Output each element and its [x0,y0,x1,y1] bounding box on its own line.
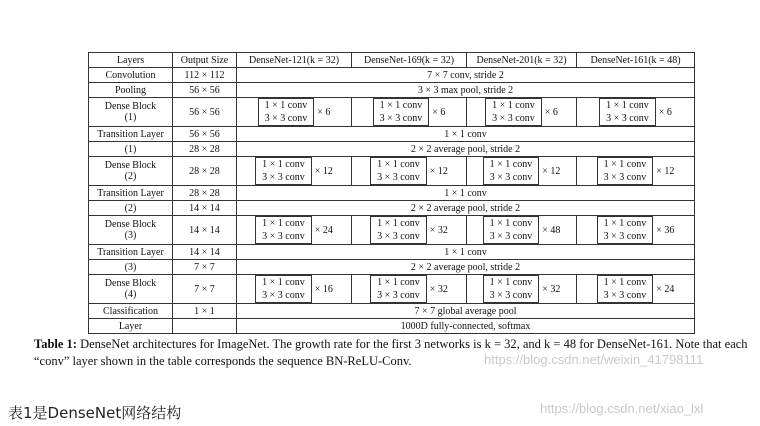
conv-1x1-label: 1 × 1 conv [603,277,647,288]
bracket-matrix [483,216,540,244]
table-row [89,142,695,157]
shared-layer-spec: 2 × 2 average pool, stride 2 [237,260,695,275]
bracket-matrix [485,98,542,126]
conv-3x3-label: 3 × 3 conv [264,113,308,124]
conv-1x1-label: 1 × 1 conv [377,159,420,170]
conv-3x3-label: 3 × 3 conv [489,231,533,242]
shared-layer-spec: 3 × 3 max pool, stride 2 [237,83,695,98]
dense-block-cell [577,275,695,304]
bracket-matrix [597,157,654,185]
repeat-count: × 32 [429,224,448,236]
bracket-matrix [483,275,540,303]
repeat-count: × 12 [429,165,448,177]
dense-block-cell [237,216,352,245]
dense-block-spec [255,275,333,303]
layer-label: Classification [103,305,158,317]
layer-cell [89,186,173,201]
repeat-count: × 36 [656,224,675,236]
conv-3x3-label: 3 × 3 conv [606,113,649,124]
dense-block-cell [352,157,467,186]
layer-cell [89,142,173,157]
dense-block-spec [483,157,561,185]
conv-1x1-label: 1 × 1 conv [489,277,533,288]
dense-block-spec [483,275,561,303]
repeat-count: × 32 [542,283,561,295]
conv-1x1-label: 1 × 1 conv [606,100,649,111]
repeat-count: × 6 [544,106,558,118]
output-size-cell: 28 × 28 [173,186,237,201]
layer-label: (4) [124,289,137,300]
dense-block-spec [597,275,675,303]
dense-block-cell [237,157,352,186]
output-size-cell: 112 × 112 [173,68,237,83]
conv-1x1-label: 1 × 1 conv [264,100,308,111]
dense-block-spec [485,98,558,126]
table-row [89,216,695,245]
chinese-title: 表1是DenseNet网络结构 [8,404,182,422]
bracket-matrix [370,157,427,185]
conv-3x3-label: 3 × 3 conv [603,231,647,242]
output-size-cell: 14 × 14 [173,245,237,260]
layer-label: (3) [124,230,137,241]
conv-1x1-label: 1 × 1 conv [379,100,423,111]
output-size-cell: 56 × 56 [173,127,237,142]
dense-block-spec [255,157,333,185]
header-densenet-161: DenseNet-161(k = 48) [577,53,695,68]
shared-layer-spec: 1 × 1 conv [237,127,695,142]
bracket-matrix [258,98,315,126]
repeat-count: × 6 [432,106,446,118]
repeat-count: × 48 [542,224,561,236]
layer-label: (2) [124,202,137,214]
bracket-matrix [255,157,312,185]
output-size-cell: 28 × 28 [173,157,237,186]
layer-label: Dense Block [104,160,157,171]
layer-cell [89,319,173,334]
output-size-cell: 1 × 1 [173,304,237,319]
bracket-matrix [483,157,540,185]
dense-block-cell [577,98,695,127]
bracket-matrix [370,275,427,303]
header-layers: Layers [89,53,173,68]
repeat-count: × 24 [314,224,333,236]
dense-block-cell [237,275,352,304]
layer-label: Transition Layer [97,128,164,140]
dense-block-cell [352,275,467,304]
table-row [89,260,695,275]
repeat-count: × 32 [429,283,448,295]
table-row [89,127,695,142]
repeat-count: × 12 [656,165,675,177]
layer-cell [89,83,173,98]
table-row [89,275,695,304]
header-densenet-169: DenseNet-169(k = 32) [352,53,467,68]
dense-block-spec [255,216,333,244]
bracket-matrix [255,275,312,303]
layer-label: Pooling [114,84,147,96]
shared-layer-spec: 7 × 7 conv, stride 2 [237,68,695,83]
bracket-matrix [597,216,654,244]
shared-layer-spec: 1 × 1 conv [237,245,695,260]
repeat-count: × 24 [656,283,675,295]
densenet-architecture-table [88,52,695,334]
output-size-cell: 28 × 28 [173,142,237,157]
dense-block-cell [577,157,695,186]
output-size-cell [173,319,237,334]
layer-cell [89,216,173,245]
dense-block-spec [599,98,672,126]
layer-label: (2) [124,171,137,182]
conv-1x1-label: 1 × 1 conv [262,277,305,288]
shared-layer-spec: 1 × 1 conv [237,186,695,201]
dense-block-spec [597,157,675,185]
dense-block-cell [352,216,467,245]
layer-label: Layer [118,320,143,332]
dense-block-cell [467,98,577,127]
conv-1x1-label: 1 × 1 conv [262,218,305,229]
bracket-matrix [599,98,656,126]
table-row [89,98,695,127]
layer-cell [89,275,173,304]
layer-label: Dense Block [104,278,157,289]
layer-cell [89,245,173,260]
table-row [89,83,695,98]
watermark-text: https://blog.csdn.net/weixin_41798111 [484,352,704,367]
output-size-cell: 7 × 7 [173,275,237,304]
layer-cell [89,304,173,319]
output-size-cell: 56 × 56 [173,83,237,98]
table-row [89,186,695,201]
dense-block-spec [258,98,331,126]
conv-3x3-label: 3 × 3 conv [603,172,647,183]
conv-3x3-label: 3 × 3 conv [262,172,305,183]
conv-1x1-label: 1 × 1 conv [377,277,420,288]
conv-1x1-label: 1 × 1 conv [489,218,533,229]
table-header-row [89,53,695,68]
bracket-matrix [255,216,312,244]
layer-label: Transition Layer [97,187,164,199]
header-densenet-201: DenseNet-201(k = 32) [467,53,577,68]
dense-block-cell [577,216,695,245]
layer-label: (1) [124,143,137,155]
conv-1x1-label: 1 × 1 conv [262,159,305,170]
output-size-cell: 7 × 7 [173,260,237,275]
table-row [89,157,695,186]
shared-layer-spec: 7 × 7 global average pool [237,304,695,319]
conv-3x3-label: 3 × 3 conv [489,172,533,183]
caption-label: Table 1: [34,337,77,351]
conv-1x1-label: 1 × 1 conv [603,218,647,229]
shared-layer-spec: 2 × 2 average pool, stride 2 [237,142,695,157]
bracket-matrix [373,98,430,126]
repeat-count: × 12 [542,165,561,177]
shared-layer-spec: 2 × 2 average pool, stride 2 [237,201,695,216]
conv-3x3-label: 3 × 3 conv [379,113,423,124]
conv-1x1-label: 1 × 1 conv [492,100,535,111]
repeat-count: × 6 [658,106,672,118]
dense-block-cell [467,157,577,186]
table-row [89,245,695,260]
conv-1x1-label: 1 × 1 conv [489,159,533,170]
conv-3x3-label: 3 × 3 conv [377,290,420,301]
dense-block-spec [373,98,446,126]
conv-3x3-label: 3 × 3 conv [262,290,305,301]
repeat-count: × 16 [314,283,333,295]
table-row [89,304,695,319]
layer-cell [89,68,173,83]
output-size-cell: 56 × 56 [173,98,237,127]
conv-3x3-label: 3 × 3 conv [377,172,420,183]
layer-label: Convolution [105,69,156,81]
conv-1x1-label: 1 × 1 conv [377,218,420,229]
conv-3x3-label: 3 × 3 conv [489,290,533,301]
dense-block-cell [467,275,577,304]
shared-layer-spec: 1000D fully-connected, softmax [237,319,695,334]
header-output-size: Output Size [173,53,237,68]
layer-label: Dense Block [104,219,157,230]
dense-block-spec [370,216,448,244]
table-row [89,68,695,83]
dense-block-spec [370,275,448,303]
dense-block-cell [352,98,467,127]
layer-label: Transition Layer [97,246,164,258]
bracket-matrix [597,275,654,303]
dense-block-spec [597,216,675,244]
header-densenet-121: DenseNet-121(k = 32) [237,53,352,68]
watermark-text: https://blog.csdn.net/xiao_lxl [540,401,704,416]
dense-block-cell [237,98,352,127]
conv-3x3-label: 3 × 3 conv [492,113,535,124]
dense-block-spec [483,216,561,244]
conv-1x1-label: 1 × 1 conv [603,159,647,170]
conv-3x3-label: 3 × 3 conv [377,231,420,242]
layer-cell [89,127,173,142]
layer-cell [89,201,173,216]
table-row [89,201,695,216]
dense-block-cell [467,216,577,245]
output-size-cell: 14 × 14 [173,216,237,245]
layer-cell [89,260,173,275]
repeat-count: × 12 [314,165,333,177]
layer-label: Dense Block [104,101,157,112]
layer-cell [89,157,173,186]
conv-3x3-label: 3 × 3 conv [603,290,647,301]
output-size-cell: 14 × 14 [173,201,237,216]
bracket-matrix [370,216,427,244]
table-row [89,319,695,334]
layer-label: (3) [124,261,137,273]
caption-text: DenseNet architectures for ImageNet. The growth rate for the first 3 networks is k = 32, and k = 48 for DenseNet-161. Note that each “conv” layer shown in the table corresponds the sequence BN-ReLU-Conv. [34,337,748,368]
layer-cell [89,98,173,127]
layer-label: (1) [124,112,137,123]
conv-3x3-label: 3 × 3 conv [262,231,305,242]
dense-block-spec [370,157,448,185]
repeat-count: × 6 [317,106,331,118]
